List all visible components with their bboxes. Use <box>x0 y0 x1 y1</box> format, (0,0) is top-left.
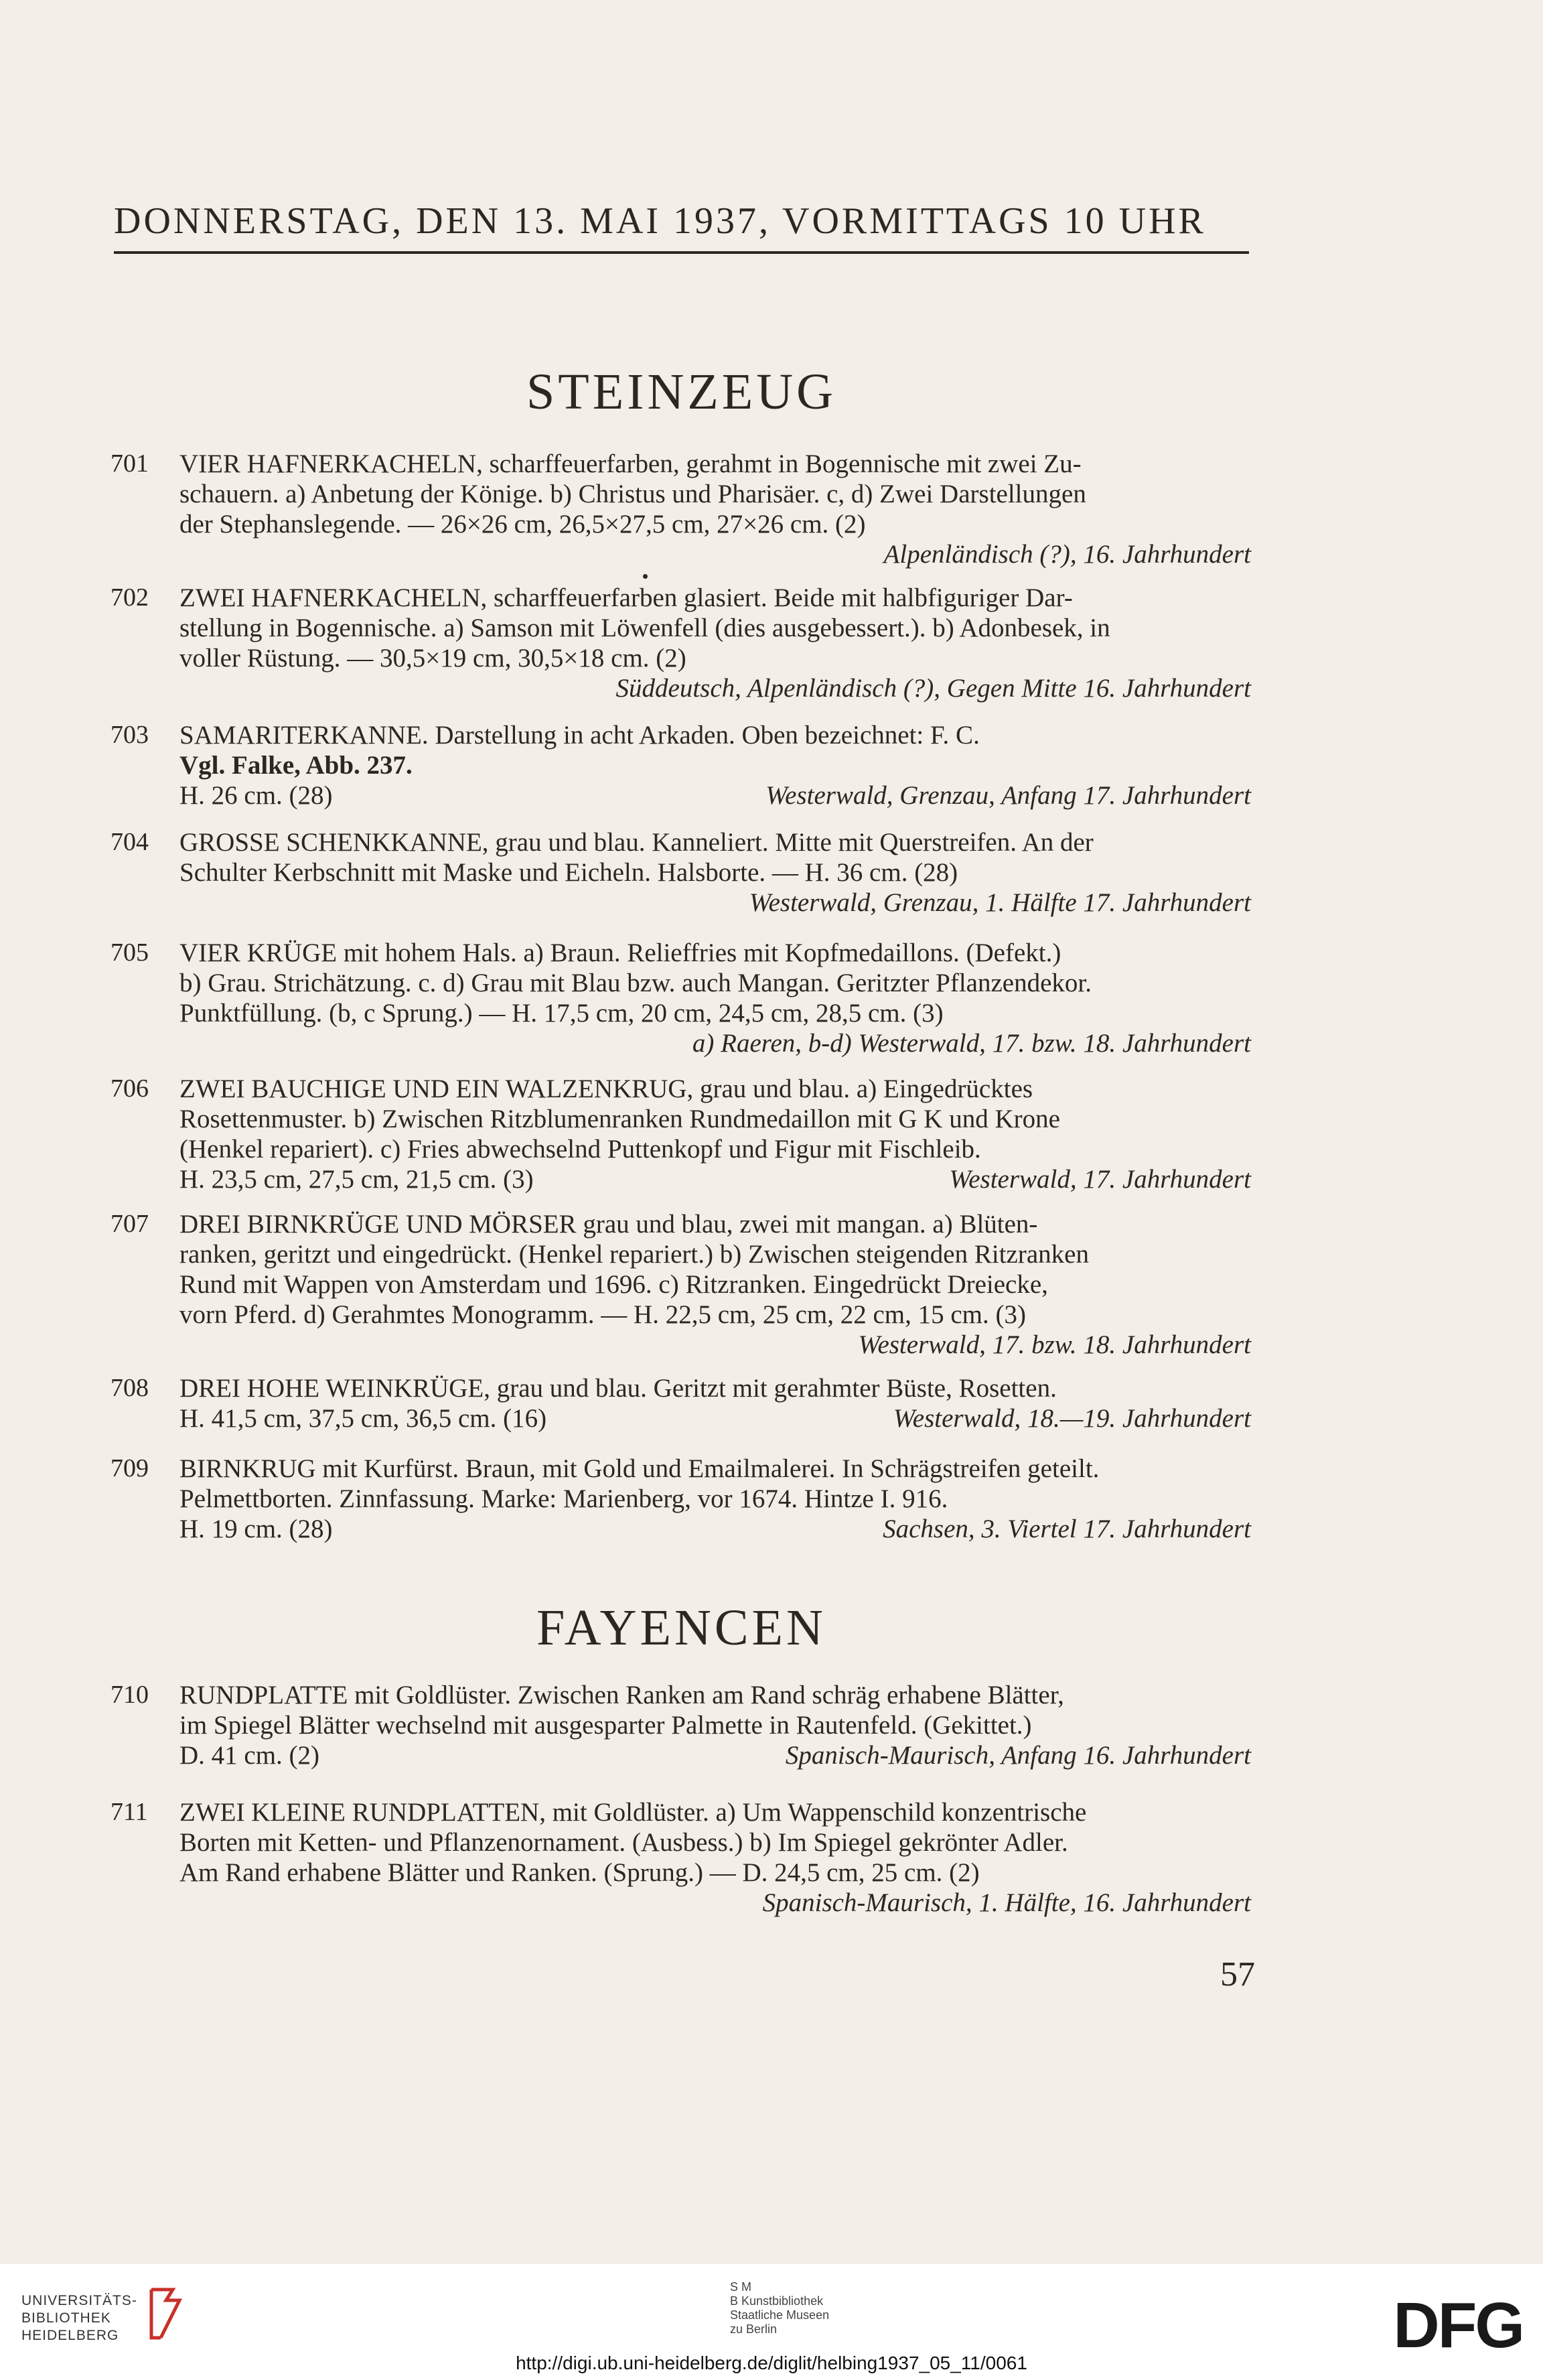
smb-logo <box>730 2280 829 2336</box>
lot-number: 710 <box>111 1681 149 1709</box>
entry-origin: Westerwald, Grenzau, 1. Hälfte 17. Jahrhundert <box>749 888 1251 917</box>
section-title-fayencen: FAYENCEN <box>536 1600 826 1656</box>
entry-origin: Westerwald, 18.—19. Jahrhundert <box>893 1404 1251 1433</box>
entry-measurements: H. 26 cm. (28) <box>179 781 333 810</box>
entry-line: (Henkel repariert). c) Fries abwechselnd Puttenkopf und Figur mit Fischleib. <box>179 1135 981 1164</box>
entry-line: der Stephanslegende. — 26×26 cm, 26,5×27,5 cm, 27×26 cm. (2) <box>179 510 866 539</box>
entry-line: ZWEI BAUCHIGE UND EIN WALZENKRUG, grau und blau. a) Eingedrücktes <box>179 1074 1033 1103</box>
section-title-steinzeug: STEINZEUG <box>526 364 836 420</box>
entry-line: voller Rüstung. — 30,5×19 cm, 30,5×18 cm. (2) <box>179 644 686 673</box>
entry-line: stellung in Bogennische. a) Samson mit Löwenfell (dies ausgebessert.). b) Adonbesek, in <box>179 614 1110 642</box>
entry-line: RUNDPLATTE mit Goldlüster. Zwischen Ranken am Rand schräg erhabene Blätter, <box>179 1681 1064 1709</box>
entry-origin: Süddeutsch, Alpenländisch (?), Gegen Mitte 16. Jahrhundert <box>615 674 1251 703</box>
entry-line: SAMARITERKANNE. Darstellung in acht Arkaden. Oben bezeichnet: F. C. <box>179 721 980 750</box>
lot-number: 701 <box>111 449 149 478</box>
entry-line: Vgl. Falke, Abb. 237. <box>179 751 413 780</box>
lot-number: 706 <box>111 1074 149 1103</box>
entry-line: Rosettenmuster. b) Zwischen Ritzblumenranken Rundmedaillon mit G K und Krone <box>179 1105 1060 1133</box>
lot-number: 704 <box>111 828 149 856</box>
lot-number: 705 <box>111 938 149 967</box>
entry-line: ranken, geritzt und eingedrückt. (Henkel repariert.) b) Zwischen steigenden Ritzranken <box>179 1240 1089 1269</box>
entry-measurements: H. 23,5 cm, 27,5 cm, 21,5 cm. (3) <box>179 1165 534 1194</box>
smb-line: zu Berlin <box>730 2322 778 2336</box>
lot-number: 708 <box>111 1374 149 1402</box>
entry-line: BIRNKRUG mit Kurfürst. Braun, mit Gold und Emailmalerei. In Schrägstreifen geteilt. <box>179 1454 1100 1483</box>
lot-number: 707 <box>111 1210 149 1238</box>
library-name-line: HEIDELBERG <box>21 2328 119 2343</box>
smb-line: Staatliche Museen <box>730 2308 830 2322</box>
source-url-link[interactable]: http://digi.ub.uni-heidelberg.de/diglit/helbing1937_05_11/0061 <box>516 2353 1027 2373</box>
lot-number: 703 <box>111 721 149 749</box>
entry-line: Borten mit Ketten- und Pflanzenornament. (Ausbess.) b) Im Spiegel gekrönter Adler. <box>179 1828 1068 1857</box>
entry-origin: Westerwald, 17. bzw. 18. Jahrhundert <box>858 1330 1251 1359</box>
entry-line: Am Rand erhabene Blätter und Ranken. (Sprung.) — D. 24,5 cm, 25 cm. (2) <box>179 1858 980 1887</box>
entry-line: ZWEI HAFNERKACHELN, scharffeuerfarben glasiert. Beide mit halbfiguriger Dar- <box>179 583 1073 612</box>
entry-origin: Sachsen, 3. Viertel 17. Jahrhundert <box>883 1515 1251 1543</box>
entry-line: Rund mit Wappen von Amsterdam und 1696. c) Ritzranken. Eingedrückt Dreiecke, <box>179 1270 1048 1299</box>
entry-origin: a) Raeren, b-d) Westerwald, 17. bzw. 18. Jahrhundert <box>692 1029 1251 1058</box>
entry-line: DREI HOHE WEINKRÜGE, grau und blau. Geritzt mit gerahmter Büste, Rosetten. <box>179 1374 1057 1403</box>
smb-line: B Kunstbibliothek <box>730 2294 824 2308</box>
lot-number: 709 <box>111 1454 149 1482</box>
entry-origin: Westerwald, Grenzau, Anfang 17. Jahrhundert <box>765 781 1251 810</box>
dfg-logo: DFG <box>1393 2290 1523 2361</box>
entry-origin: Alpenländisch (?), 16. Jahrhundert <box>883 540 1251 569</box>
entry-line: im Spiegel Blätter wechselnd mit ausgesparter Palmette in Rautenfeld. (Gekittet.) <box>179 1711 1032 1740</box>
entry-line: GROSSE SCHENKKANNE, grau und blau. Kanneliert. Mitte mit Querstreifen. An der <box>179 828 1094 857</box>
print-speck <box>643 574 648 579</box>
page-number: 57 <box>1220 1955 1255 1993</box>
university-library-logo <box>21 2292 137 2344</box>
lot-number: 711 <box>111 1798 148 1826</box>
entry-measurements: H. 41,5 cm, 37,5 cm, 36,5 cm. (16) <box>179 1404 547 1433</box>
entry-origin: Spanisch-Maurisch, 1. Hälfte, 16. Jahrhundert <box>762 1888 1251 1917</box>
library-mark-icon <box>146 2287 186 2344</box>
entry-line: b) Grau. Strichätzung. c. d) Grau mit Blau bzw. auch Mangan. Geritzter Pflanzendekor. <box>179 969 1092 997</box>
entry-origin: Westerwald, 17. Jahrhundert <box>949 1165 1251 1194</box>
entry-line: Pelmettborten. Zinnfassung. Marke: Marienberg, vor 1674. Hintze I. 916. <box>179 1484 948 1513</box>
library-name-line: BIBLIOTHEK <box>21 2310 111 2326</box>
entry-line: schauern. a) Anbetung der Könige. b) Christus und Pharisäer. c, d) Zwei Darstellungen <box>179 480 1086 508</box>
entry-line: VIER KRÜGE mit hohem Hals. a) Braun. Relieffries mit Kopfmedaillons. (Defekt.) <box>179 938 1061 967</box>
entry-origin: Spanisch-Maurisch, Anfang 16. Jahrhundert <box>785 1741 1251 1770</box>
digitization-footer <box>0 2264 1543 2380</box>
entry-line: Punktfüllung. (b, c Sprung.) — H. 17,5 cm, 20 cm, 24,5 cm, 28,5 cm. (3) <box>179 999 944 1028</box>
entry-line: DREI BIRNKRÜGE UND MÖRSER grau und blau, zwei mit mangan. a) Blüten- <box>179 1210 1038 1239</box>
smb-line: S M <box>730 2280 752 2294</box>
entry-measurements: D. 41 cm. (2) <box>179 1741 320 1770</box>
library-name-line: UNIVERSITÄTS- <box>21 2293 137 2308</box>
entry-measurements: H. 19 cm. (28) <box>179 1515 333 1543</box>
lot-number: 702 <box>111 583 149 612</box>
entry-line: ZWEI KLEINE RUNDPLATTEN, mit Goldlüster. a) Um Wappenschild konzentrische <box>179 1798 1087 1827</box>
entry-line: vorn Pferd. d) Gerahmtes Monogramm. — H. 22,5 cm, 25 cm, 22 cm, 15 cm. (3) <box>179 1300 1026 1329</box>
entry-line: Schulter Kerbschnitt mit Maske und Eicheln. Halsborte. — H. 36 cm. (28) <box>179 858 958 887</box>
entry-line: VIER HAFNERKACHELN, scharffeuerfarben, gerahmt in Bogennische mit zwei Zu- <box>179 449 1082 478</box>
page-header: DONNERSTAG, DEN 13. MAI 1937, VORMITTAGS 10 UHR <box>114 198 1249 254</box>
